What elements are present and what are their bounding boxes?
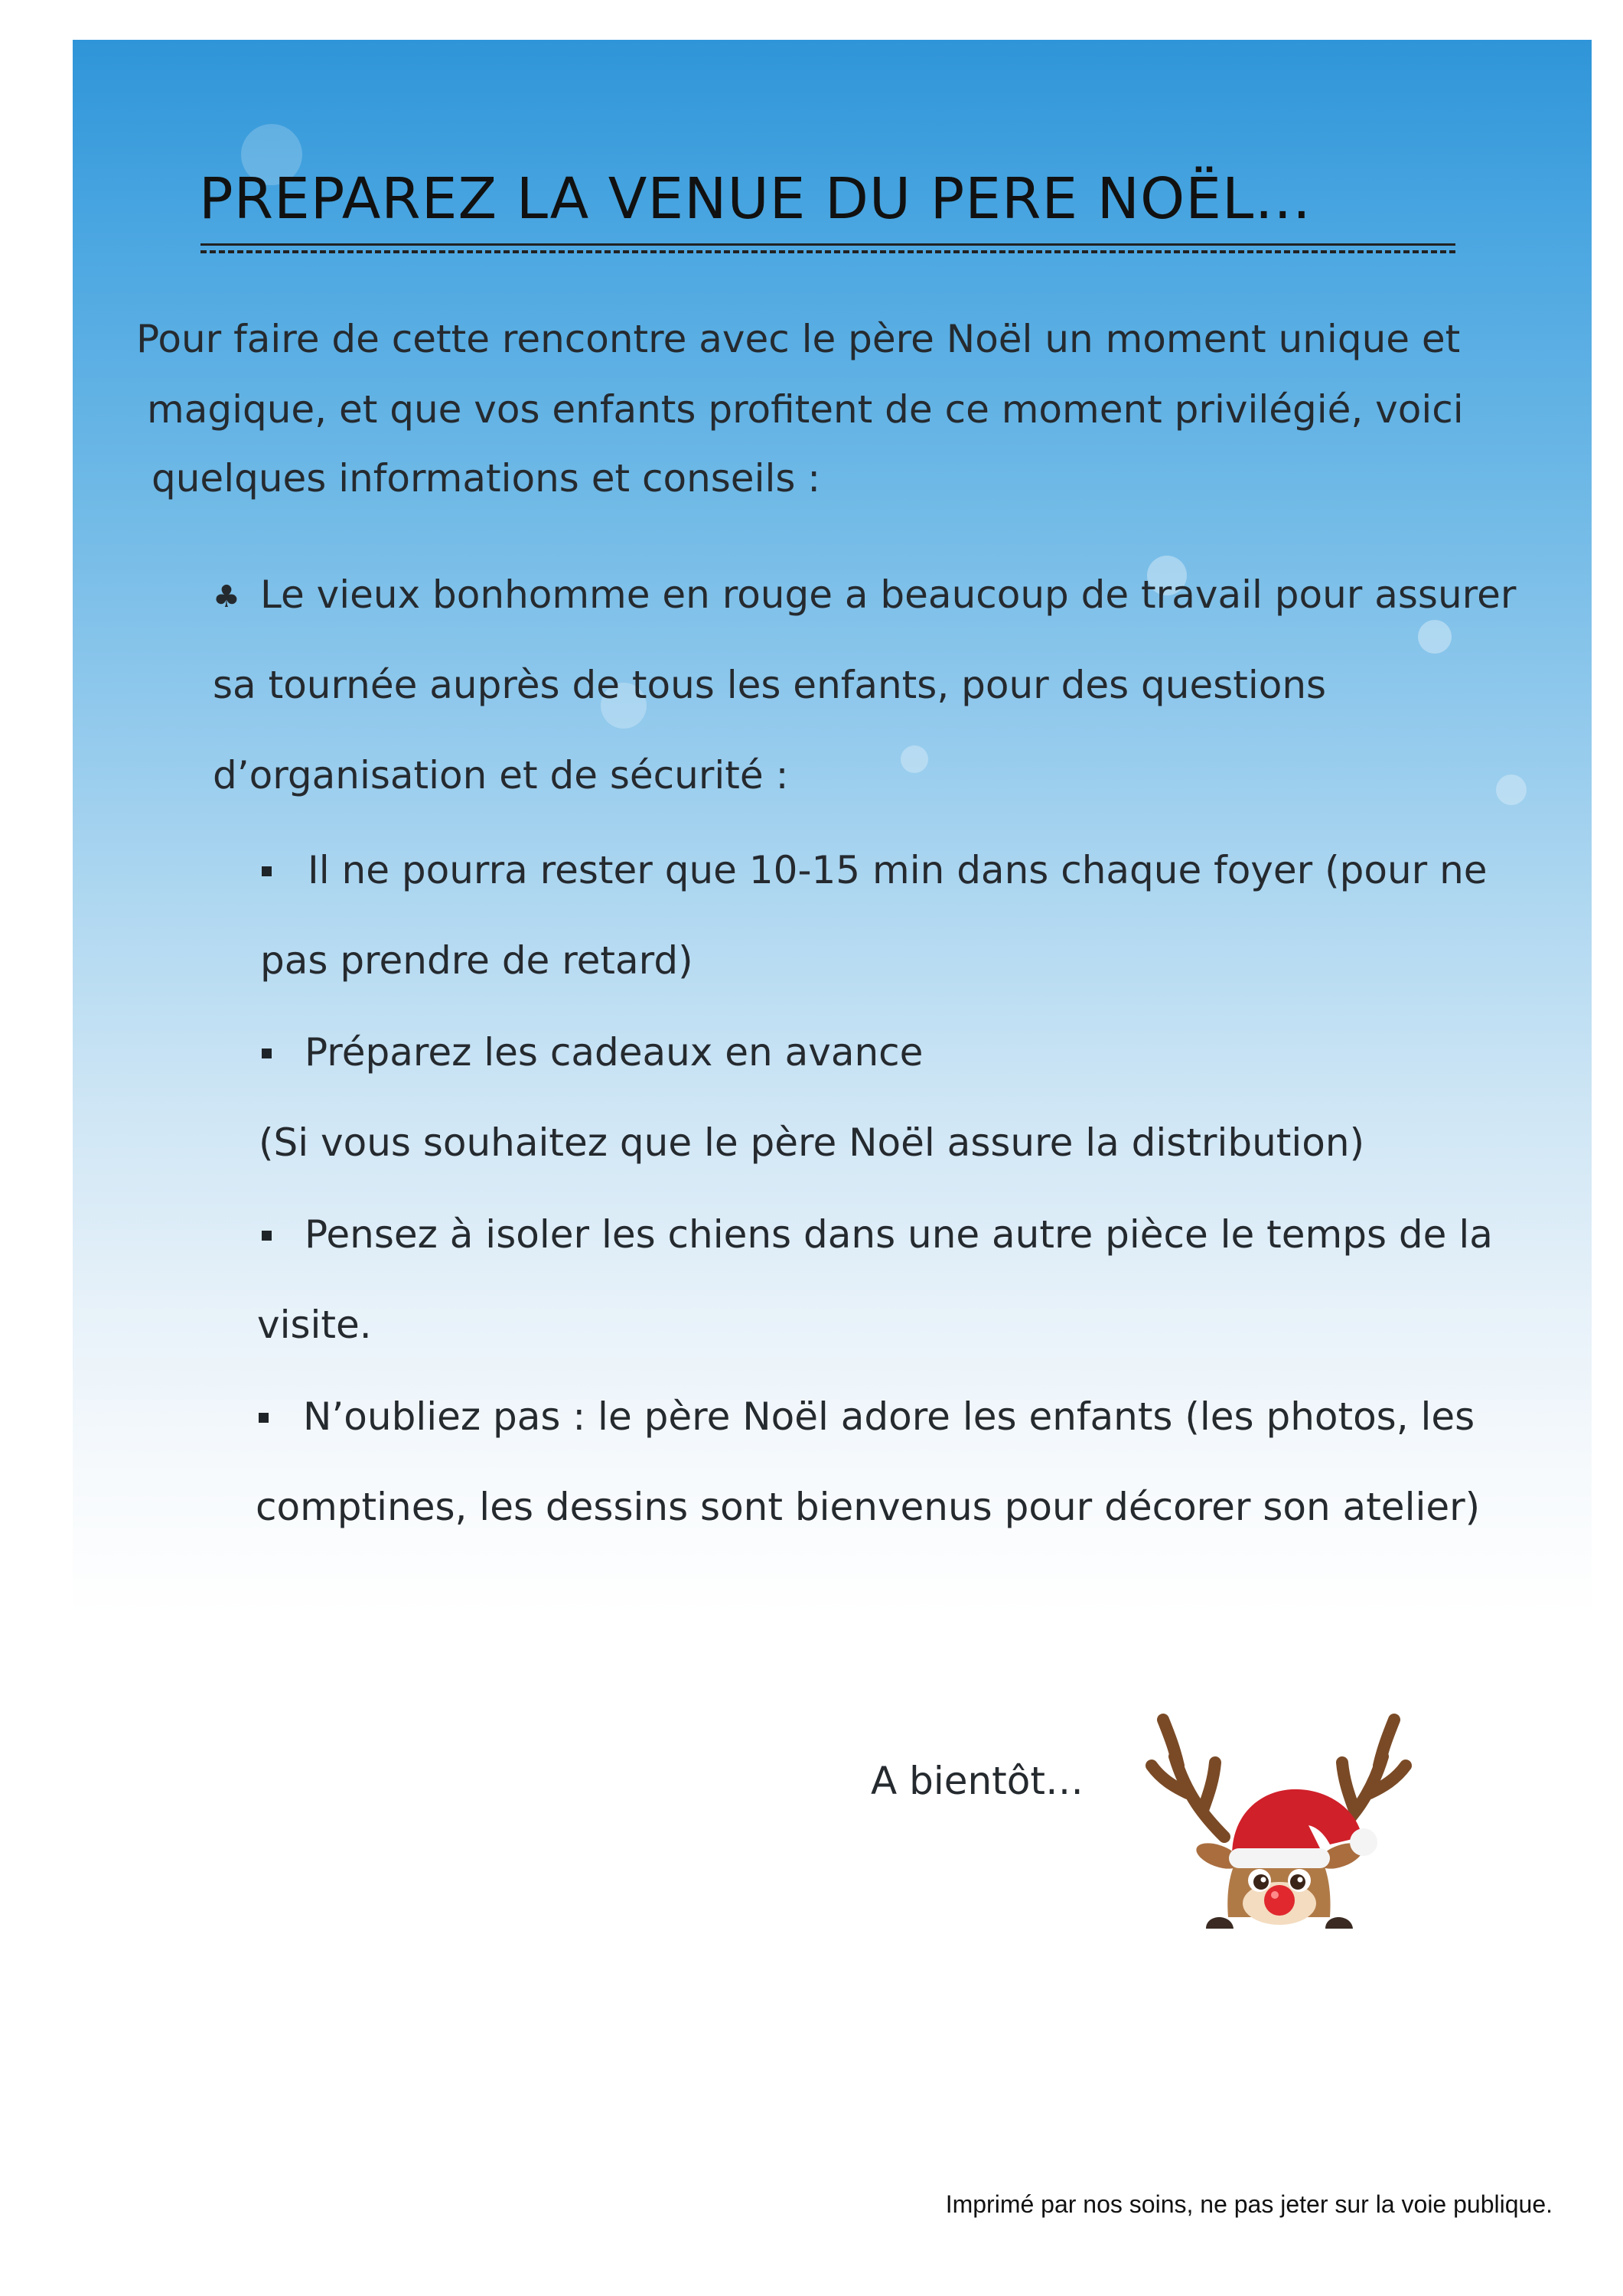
reindeer-santa-hat-icon <box>1133 1703 1423 1932</box>
intro-line: Pour faire de cette rencontre avec le père Noël un moment unique et <box>136 317 1461 361</box>
hat-brim <box>1229 1848 1330 1868</box>
snowflake <box>713 338 886 537</box>
bullet-line: Il ne pourra rester que 10-15 min dans chaque foyer (pour ne <box>308 848 1488 892</box>
snowflakes-decoration <box>73 40 1592 1616</box>
print-notice: Imprimé par nos soins, ne pas jeter sur la voie publique. <box>945 2190 1553 2218</box>
page-title: PREPAREZ LA VENUE DU PERE NOËL… <box>199 166 1312 232</box>
bokeh-dot <box>1496 775 1527 805</box>
bullet-line: visite. <box>257 1303 372 1347</box>
bullet-line: Préparez les cadeaux en avance <box>305 1030 924 1075</box>
bullet-line: Pensez à isoler les chiens dans une autre pièce le temps de la <box>305 1212 1493 1257</box>
bullet-line: N’oubliez pas : le père Noël adore les enfants (les photos, les <box>303 1394 1475 1439</box>
bokeh-dot <box>1418 620 1452 654</box>
club-icon: ♣ <box>213 579 240 615</box>
main-point-line: d’organisation et de sécurité : <box>213 753 789 797</box>
square-bullet-icon <box>262 1049 272 1058</box>
hat-pompom <box>1350 1828 1377 1856</box>
winter-background <box>73 40 1592 1616</box>
bokeh-dot <box>901 745 928 773</box>
closing-text: A bientôt… <box>871 1759 1084 1803</box>
title-underline <box>200 243 1455 253</box>
square-bullet-icon <box>259 1413 269 1423</box>
intro-line: quelques informations et conseils : <box>152 456 821 501</box>
snowflake <box>85 1035 245 1218</box>
red-nose <box>1264 1885 1295 1916</box>
hoof-left <box>1206 1917 1234 1929</box>
square-bullet-icon <box>262 1231 272 1241</box>
snowflake <box>1425 1012 1592 1211</box>
bullet-line: comptines, les dessins sont bienvenus pour décorer son atelier) <box>256 1485 1481 1529</box>
main-point-line: Le vieux bonhomme en rouge a beaucoup de travail pour assurer <box>260 572 1517 617</box>
bullet-line: (Si vous souhaitez que le père Noël assure la distribution) <box>259 1120 1365 1165</box>
snowflake <box>873 813 1033 996</box>
square-bullet-icon <box>262 866 272 876</box>
main-point-line: sa tournée auprès de tous les enfants, pour des questions <box>213 663 1327 707</box>
intro-line: magique, et que vos enfants profitent de ce moment privilégié, voici <box>147 387 1464 432</box>
antler-left-icon <box>1152 1720 1224 1837</box>
hoof-right <box>1325 1917 1353 1929</box>
snowflake <box>73 545 229 729</box>
snowflake <box>1176 874 1296 1012</box>
bullet-line: pas prendre de retard) <box>260 938 693 983</box>
